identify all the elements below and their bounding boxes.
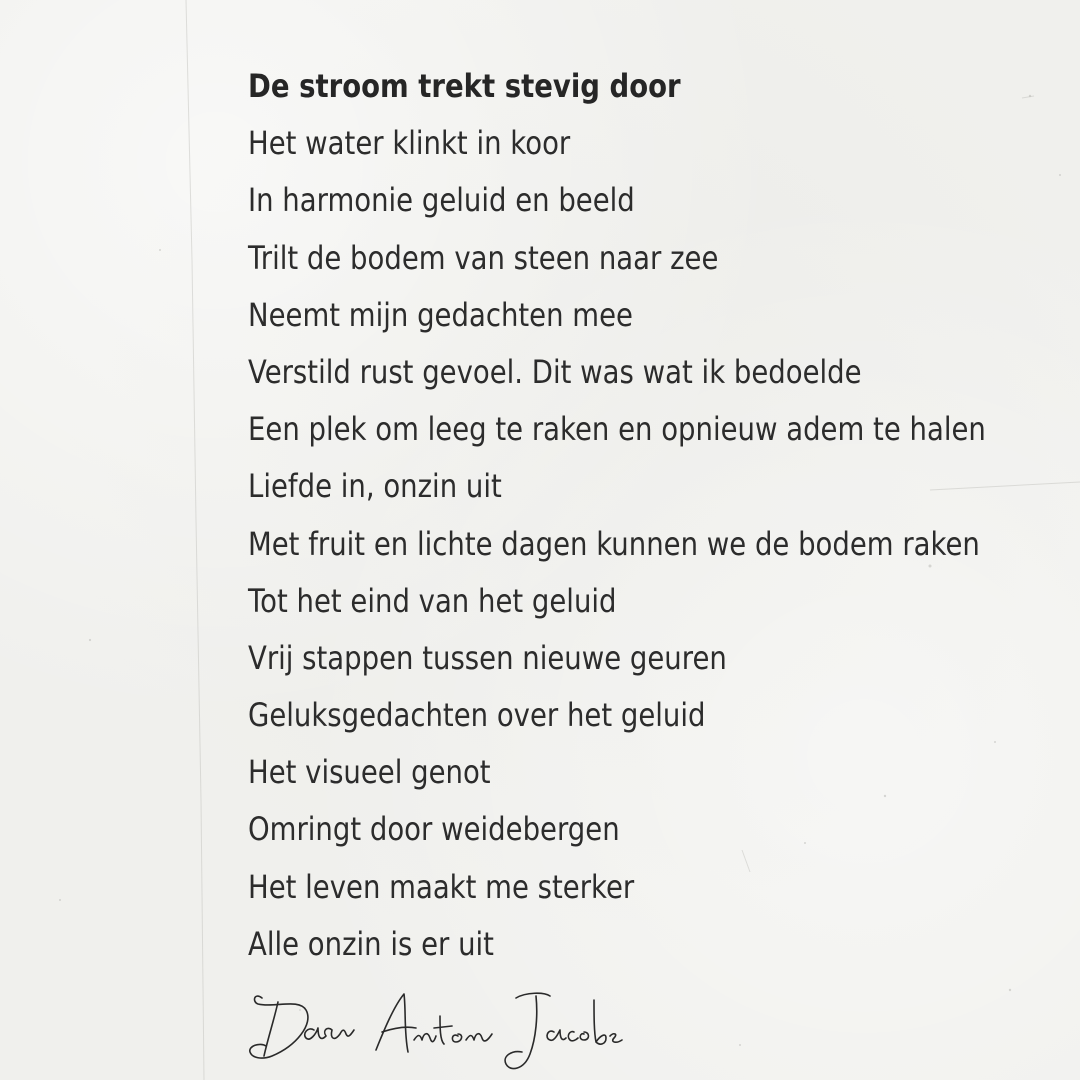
poem-line: In harmonie geluid en beeld xyxy=(248,181,635,220)
poem-line: Een plek om leeg te raken en opnieuw adem te halen xyxy=(248,410,986,449)
poem-line: Het visueel genot xyxy=(248,753,491,792)
poem-title: De stroom trekt stevig door xyxy=(248,67,681,105)
poem-line: Tot het eind van het geluid xyxy=(248,581,617,620)
poem-line: Vrij stappen tussen nieuwe geuren xyxy=(248,638,727,677)
poem-line: Verstild rust gevoel. Dit was wat ik bedoelde xyxy=(248,352,862,391)
poem-line: Het leven maakt me sterker xyxy=(248,867,635,906)
poem-line: Trilt de bodem van steen naar zee xyxy=(248,238,719,277)
poem-line: Neemt mijn gedachten mee xyxy=(248,295,633,334)
poem-line: Liefde in, onzin uit xyxy=(248,467,502,506)
poem-line: Met fruit en lichte dagen kunnen we de bodem raken xyxy=(248,524,980,563)
poem xyxy=(248,58,1068,973)
poem-line: Het water klinkt in koor xyxy=(248,124,571,163)
poem-line: Omringt door weidebergen xyxy=(248,810,620,849)
poem-line: Geluksgedachten over het geluid xyxy=(248,696,706,735)
poem-line: Alle onzin is er uit xyxy=(248,924,494,963)
handwritten-signature xyxy=(244,980,624,1075)
